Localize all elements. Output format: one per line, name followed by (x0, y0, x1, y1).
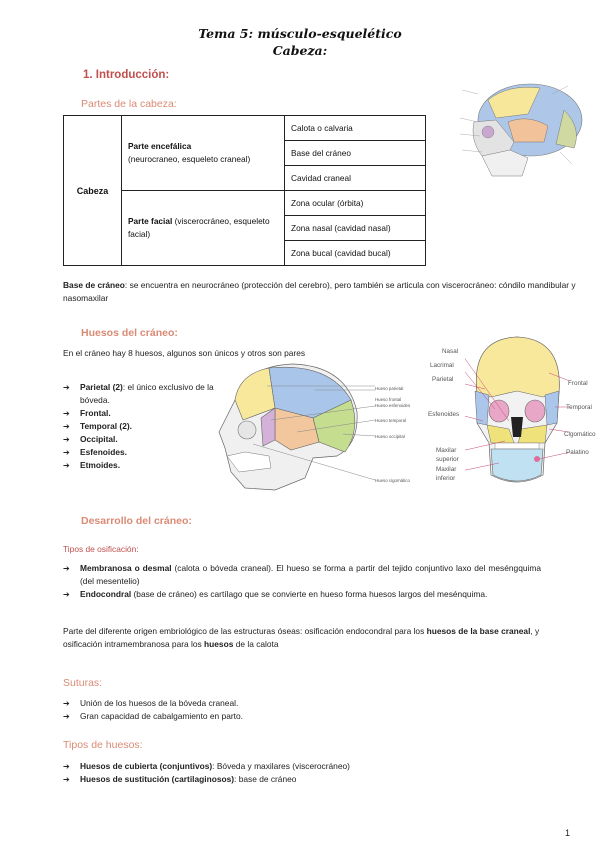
list-item: ➔ Frontal. (63, 407, 235, 420)
parte-encefalica-desc: (neurocraneo, esqueleto craneal) (128, 154, 251, 164)
origen-paragraph: Parte del diferente origen embriológico de las estructuras óseas: osificación endocondral para los huesos de la base craneal, y osificación intramembranosa para los huesos de la calota (63, 626, 540, 649)
list-item: ➔ Esfenoides. (63, 446, 235, 459)
label-hueso-esfenoides: Hueso esfenoides (375, 403, 411, 408)
parte-facial-cell (122, 191, 285, 266)
table-cell: Calota o calvaria (285, 116, 426, 141)
huesos-intro: En el cráneo hay 8 huesos, algunos son únicos y otros son pares (63, 348, 306, 358)
parte-encefalica-cell (122, 116, 285, 191)
label-frontal: Frontal (568, 380, 588, 387)
table-cell: Base del cráneo (285, 141, 426, 166)
label-nasal: Nasal (442, 348, 459, 355)
tipos-osificacion-heading: Tipos de osificación: (63, 544, 139, 554)
list-item: ➔ Etmoides. (63, 459, 235, 472)
label-temporal: Temporal (566, 404, 592, 411)
table-cell: Cavidad craneal (285, 166, 426, 191)
page-title: Tema 5: músculo-esquelético (198, 26, 402, 41)
label-parietal: Parietal (432, 376, 454, 383)
huesos-heading: Huesos del cráneo: (81, 327, 178, 339)
tipos-huesos-heading: Tipos de huesos: (63, 739, 143, 751)
label-palatino: Palatino (566, 449, 589, 456)
list-item: ➔ Huesos de cubierta (conjuntivos): Bóveda y maxilares (viscerocráneo) (63, 760, 503, 773)
table-row-header: Cabeza (64, 116, 122, 266)
tipos-huesos-list (63, 760, 503, 786)
page-subtitle: Cabeza: (272, 43, 328, 58)
osificacion-list (63, 562, 541, 601)
parte-encefalica-title: Parte encefálica (128, 141, 192, 151)
list-item: ➔ Parietal (2): el único exclusivo de la bóveda. (63, 381, 235, 407)
list-item: ➔ Membranosa o desmal (calota o bóveda craneal). El hueso se forma a partir del tejido conjuntivo laxo del meséngquima (del mesentelio) (63, 562, 541, 588)
parte-facial-title: Parte facial (128, 216, 173, 226)
label-maxilar-superior: Maxilar superior (436, 447, 459, 463)
desarrollo-heading: Desarrollo del cráneo: (81, 515, 192, 527)
label-esfenoides: Esfenoides (428, 411, 460, 418)
lateral-skull-illustration (205, 360, 380, 495)
base-craneo-paragraph (63, 279, 598, 305)
label-lacrimal: Lacrimal (430, 362, 454, 369)
label-maxilar-inferior: Maxilar inferior (436, 466, 457, 482)
table-cell: Zona bucal (cavidad bucal) (285, 241, 426, 266)
label-hueso-cigomatico: Hueso cigomático (375, 478, 410, 483)
parte-facial-desc: (viscerocráneo, esqueleto facial) (128, 216, 270, 239)
base-craneo-term: Base de cráneo (63, 280, 125, 290)
partes-heading: Partes de la cabeza: (81, 98, 177, 110)
list-item: ➔ Occipital. (63, 433, 235, 446)
list-item: ➔ Unión de los huesos de la bóveda craneal. (63, 697, 463, 710)
page-number: 1 (565, 828, 571, 838)
label-hueso-parietal: Hueso parietal (375, 386, 404, 391)
skull-illustration-top (448, 80, 588, 180)
list-item: ➔ Endocondral (base de cráneo) es cartílago que se convierte en hueso forma huesos largos del mesénquima. (63, 588, 541, 601)
label-hueso-frontal: Hueso frontal (375, 397, 402, 402)
base-craneo-text: : se encuentra en neurocráneo (protección del cerebro), pero también se articula con viscerocráneo: cóndilo mandibular y nasomaxilar (63, 280, 576, 303)
frontal-skull-illustration (465, 333, 570, 493)
section-heading-introduccion: 1. Introducción: (83, 69, 170, 81)
suturas-heading: Suturas: (63, 677, 103, 689)
label-hueso-occipital: Hueso occipital (375, 434, 405, 439)
list-item: ➔ Temporal (2). (63, 420, 235, 433)
table-cell: Zona nasal (cavidad nasal) (285, 216, 426, 241)
suturas-list (63, 697, 463, 723)
label-hueso-temporal: Hueso temporal (375, 418, 406, 423)
list-item: ➔ Gran capacidad de cabalgamiento en parto. (63, 710, 463, 723)
partes-table (63, 115, 426, 266)
table-cell: Zona ocular (órbita) (285, 191, 426, 216)
label-cigomatico: Cigomático (564, 431, 596, 438)
list-item: ➔ Huesos de sustitución (cartilaginosos): base de cráneo (63, 773, 503, 786)
